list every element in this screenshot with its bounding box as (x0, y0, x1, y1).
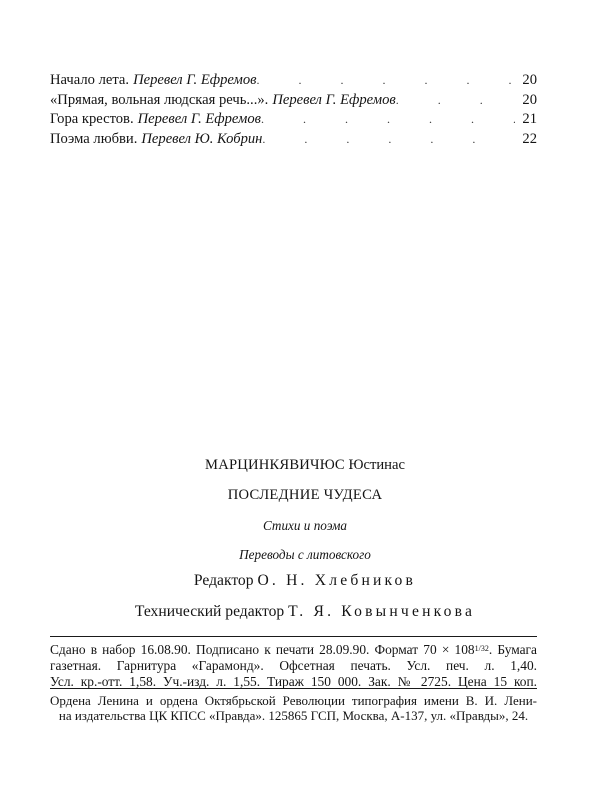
format-fraction: 1/32 (474, 644, 489, 653)
dot-leader (256, 71, 515, 91)
toc-entry-title: Поэма любви. (50, 130, 138, 147)
print-details-line: Усл. кр.-отт. 1,58. Уч.-изд. л. 1,55. Тираж 150 000. Зак. № 2725. Цена 15 коп. (50, 674, 537, 689)
divider-bottom (50, 688, 537, 689)
toc-entry (50, 71, 537, 91)
toc-entry-translator: Перевел Г. Ефремов (137, 111, 261, 127)
author-line (0, 457, 610, 474)
translation-note: Переводы с литовского (239, 547, 371, 562)
print-details-line (50, 641, 537, 658)
dot-leader (262, 130, 515, 150)
toc-entry-title: «Прямая, вольная людская речь...». (50, 91, 269, 108)
toc-entry-translator: Перевел Г. Ефремов (272, 91, 396, 108)
print-details-line: газетная. Гарнитура «Гарамонд». Офсетная печать. Усл. печ. л. 1,40. (50, 658, 537, 673)
author-surname: МАРЦИНКЯВИЧЮС (205, 457, 345, 473)
genre-note: Стихи и поэма (262, 518, 348, 533)
toc-entry-page: 20 (522, 72, 537, 88)
toc-entry-title: Начало лета. (50, 72, 130, 88)
dot-leader (396, 91, 515, 111)
toc-entry (50, 110, 537, 130)
toc-entry-page: 21 (522, 111, 537, 127)
toc-entry-title: Гора крестов. (50, 111, 134, 127)
toc-entry (50, 91, 537, 111)
toc-entry (50, 130, 537, 150)
print-details (50, 641, 537, 690)
printer-info-line: Ордена Ленина и ордена Октябрьской Революции типография имени В. И. Лени- (50, 693, 537, 708)
toc-entry-translator: Перевел Г. Ефремов (133, 72, 257, 88)
editor-label: Редактор (193, 572, 254, 589)
editor-credit (0, 572, 610, 590)
dot-leader (261, 110, 515, 130)
paper-type-text: . Бумага (488, 642, 537, 657)
tech-editor-name: Т. Я. Ковынченкова (288, 603, 476, 620)
author-first-name: Юстинас (348, 457, 405, 473)
printer-info-line: на издательства ЦК КПСС «Правда». 125865 ГСП, Москва, А-137, ул. «Правды», 24. (58, 708, 529, 723)
toc-entry-page: 20 (522, 91, 537, 108)
divider-top (50, 636, 537, 637)
toc-entry-page: 22 (522, 130, 537, 147)
tech-editor-credit (0, 603, 610, 621)
toc-entry-translator: Перевел Ю. Кобрин (141, 130, 263, 147)
book-title: ПОСЛЕДНИЕ ЧУДЕСА (227, 487, 383, 503)
printer-info (50, 693, 537, 723)
editor-name: О. Н. Хлебников (257, 572, 417, 589)
tech-editor-label: Технический редактор (134, 603, 285, 620)
print-format-text: Сдано в набор 16.08.90. Подписано к печати 28.09.90. Формат 70 × 108 (50, 642, 475, 657)
table-of-contents (50, 71, 537, 149)
